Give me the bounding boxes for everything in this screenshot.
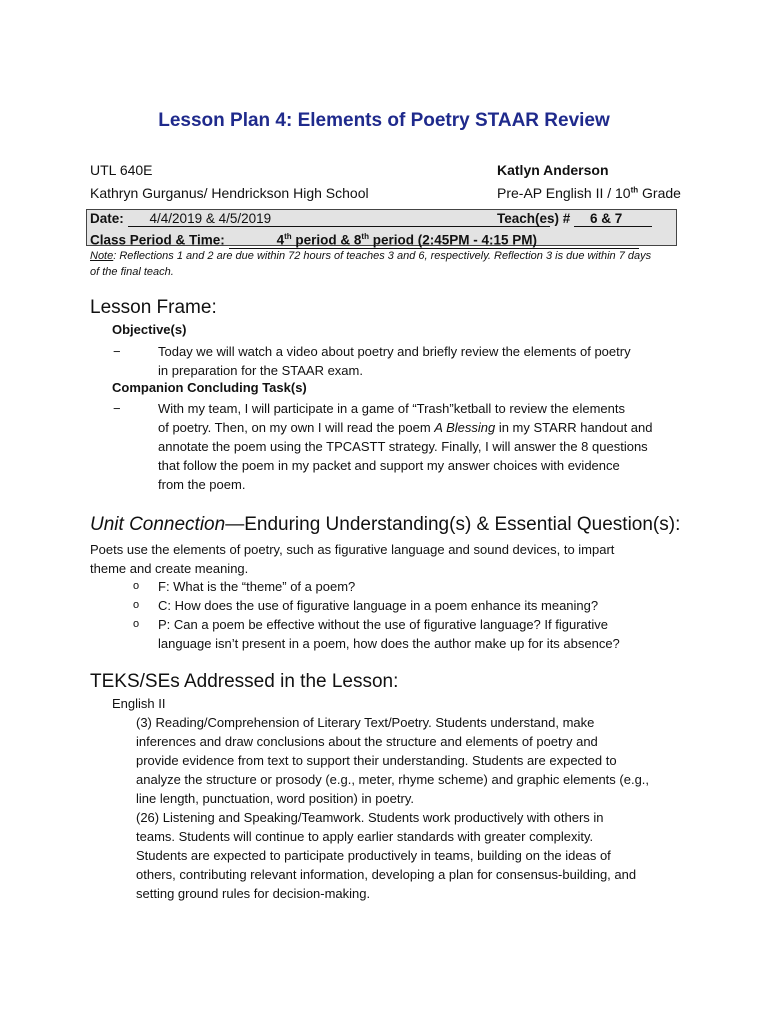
unit-intro [90,540,690,578]
teach-row [497,211,652,227]
bullet-marker: o [133,599,140,611]
period-sup1: th [284,232,292,241]
unit-heading-italic: Unit Connection [90,514,226,535]
teks-line: inferences and draw conclusions about the structure and elements of poetry and [136,734,598,749]
unit-intro-line: theme and create meaning. [90,561,249,576]
task-text [158,399,653,494]
question-text: C: How does the use of figurative language in a poem enhance its meaning? [158,598,599,613]
objective-line: Today we will watch a video about poetry and briefly review the elements of poetry [158,344,631,359]
date-value: 4/4/2019 & 4/5/2019 [128,211,550,227]
task-line: annotate the poem using the TPCASTT strategy. Finally, I will answer the 8 questions [158,439,648,454]
note-line1: : Reflections 1 and 2 are due within 72 hours of teaches 3 and 6, respectively. Reflection 3 is due within 7 days [113,250,652,262]
dash-marker: − [113,344,121,359]
page-title: Lesson Plan 4: Elements of Poetry STAAR Review [158,110,610,131]
task-line2-start: of poetry. Then, on my own I will read the poem [158,420,435,435]
question-line: language isn’t present in a poem, how does the author make up for its absence? [158,636,620,651]
teks-heading: TEKS/SEs Addressed in the Lesson: [90,671,399,692]
poem-title: A Blessing [434,420,496,435]
period-mid: period & 8 [291,232,362,248]
teks-line: provide evidence from text to support their understanding. Students are expected to [136,753,617,768]
lesson-frame-heading: Lesson Frame: [90,297,217,318]
unit-heading-rest: —Enduring Understanding(s) & Essential Question(s): [225,514,681,535]
teach-value: 6 & 7 [574,211,652,227]
author-name: Katlyn Anderson [497,162,609,178]
period-p1: 4 [276,232,285,248]
teks-line: (26) Listening and Speaking/Teamwork. Students work productively with others in [136,810,604,825]
date-label: Date: [90,211,124,226]
objective-line: in preparation for the STAAR exam. [158,363,363,378]
teks-line: others, contributing relevant information, developing a plan for consensus-building, and [136,867,637,882]
class-name: Pre-AP English II / 10 [497,185,631,201]
teks-line: line length, punctuation, word position) in poetry. [136,791,414,806]
task-line: With my team, I will participate in a game of “Trash”ketball to review the elements [158,401,625,416]
teks-line: Students are expected to participate productively in teams, building on the ideas of [136,848,611,863]
mentor-school: Kathryn Gurganus/ Hendrickson High School [90,185,369,201]
class-sup: th [630,185,639,195]
bullet-marker: o [133,618,140,630]
period-label: Class Period & Time: [90,232,225,248]
note-line2: of the final teach. [90,266,174,278]
teks-line: setting ground rules for decision-making. [136,886,371,901]
task-line: that follow the poem in my packet and support my answer choices with evidence [158,458,620,473]
dash-marker: − [113,401,121,416]
period-end: period (2:45PM - 4:15 PM) [368,232,538,248]
teach-label: Teach(es) # [497,211,571,226]
period-value [229,229,639,249]
objective-label: Objective(s) [112,322,187,337]
note-label: Note [90,250,114,262]
class-suffix: Grade [638,185,681,201]
task-label: Companion Concluding Task(s) [112,380,307,395]
period-sup2: th [361,232,369,241]
task-line2-end: in my STARR handout and [495,420,653,435]
reflection-note [90,248,651,264]
task-line [158,418,653,437]
question-line: P: Can a poem be effective without the use of figurative language? If figurative [158,617,608,632]
bullet-marker: o [133,580,140,592]
teks-body [136,713,696,903]
question-text: F: What is the “theme” of a poem? [158,579,356,594]
objective-text [158,342,631,380]
question-text [158,615,678,653]
date-row [90,211,550,227]
teks-line: teams. Students will continue to apply earlier standards with greater complexity. [136,829,594,844]
course-code: UTL 640E [90,162,153,178]
class-grade [497,185,681,201]
teks-subject: English II [112,696,166,711]
task-line: from the poem. [158,477,246,492]
unit-intro-line: Poets use the elements of poetry, such as figurative language and sound devices, to impart [90,542,615,557]
teks-line: analyze the structure or prosody (e.g., meter, rhyme scheme) and graphic elements (e.g., [136,772,650,787]
period-row [90,229,639,249]
teks-line: (3) Reading/Comprehension of Literary Text/Poetry. Students understand, make [136,715,595,730]
unit-connection-heading [90,514,680,536]
